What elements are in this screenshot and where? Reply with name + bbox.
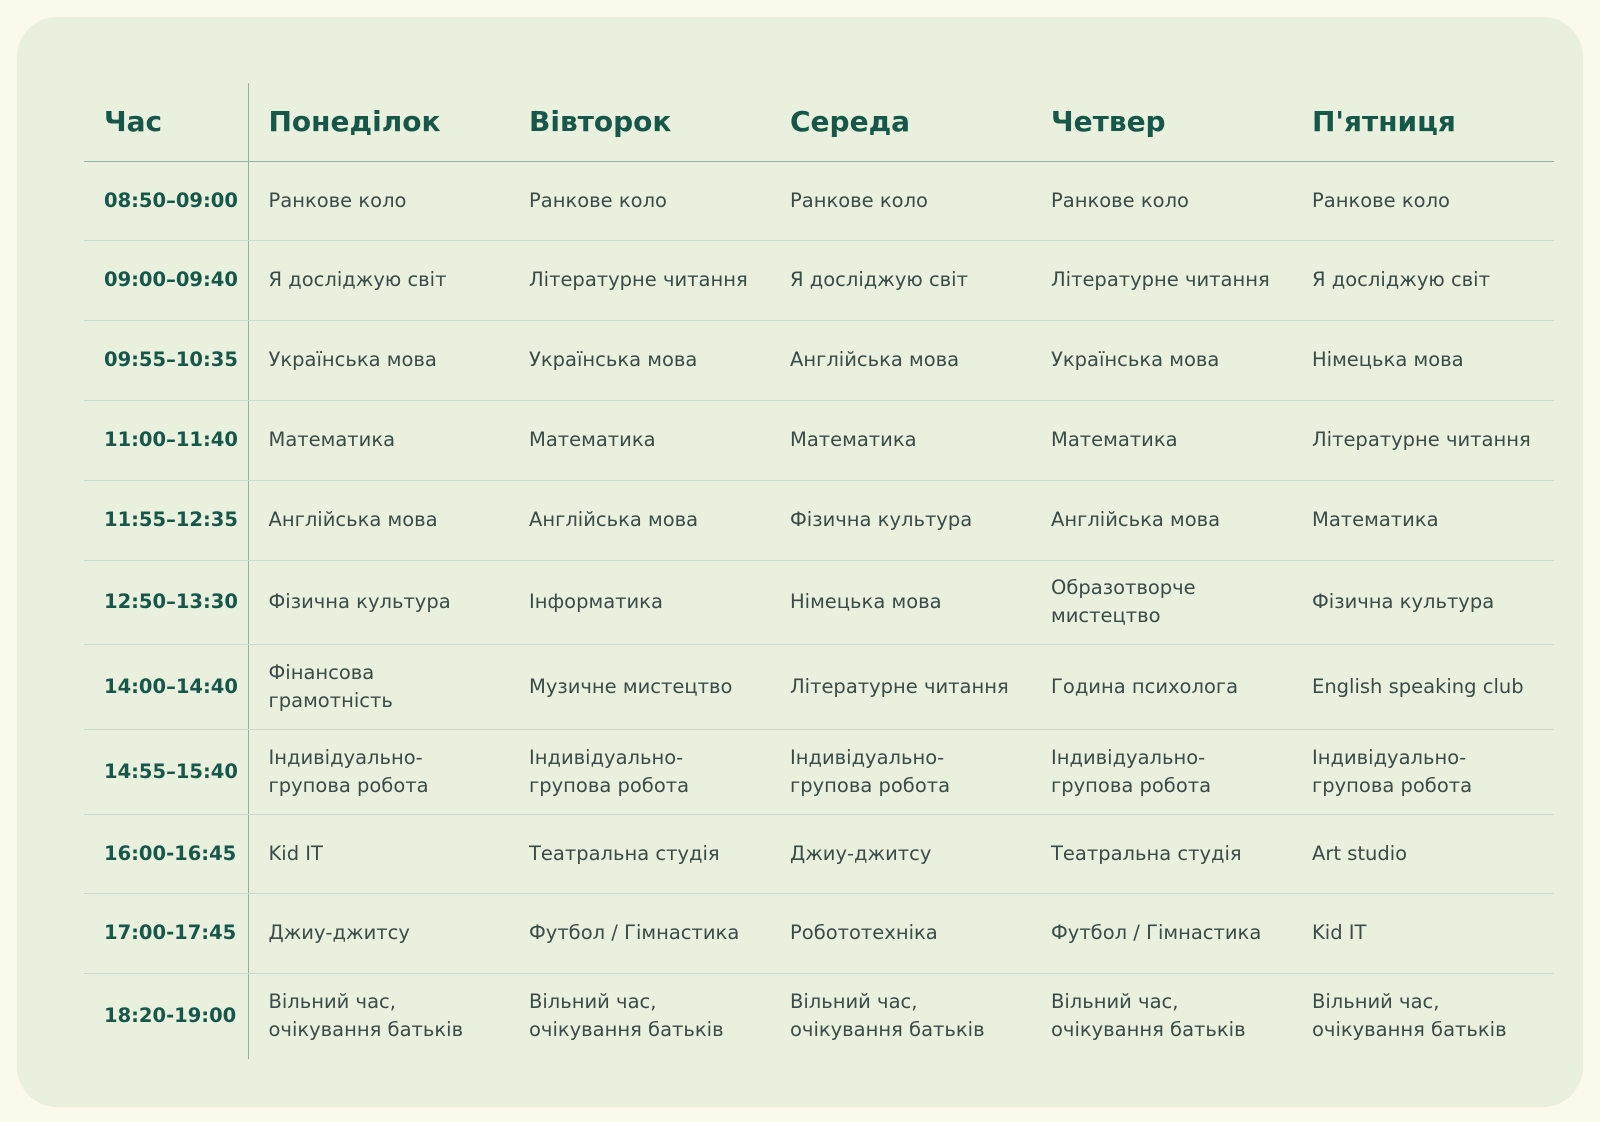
lesson-cell-tuesday: Літературне читання [509, 240, 770, 320]
lesson-cell-thursday: Українська мова [1031, 320, 1292, 400]
time-slot: 14:55–15:40 [84, 729, 248, 814]
time-slot: 16:00-16:45 [84, 814, 248, 893]
day-header-friday: П'ятниця [1292, 83, 1554, 161]
lesson-cell-friday: Фізична культура [1292, 560, 1554, 644]
lesson-cell-wednesday: Робототехніка [770, 893, 1031, 973]
lesson-cell-monday: Індивідуально-групова робота [248, 729, 509, 814]
lesson-cell-thursday: Футбол / Гімнастика [1031, 893, 1292, 973]
lesson-cell-tuesday: Інформатика [509, 560, 770, 644]
schedule-body [84, 161, 1554, 1059]
table-row [84, 161, 1554, 240]
time-slot: 18:20-19:00 [84, 973, 248, 1059]
lesson-cell-friday: Математика [1292, 480, 1554, 560]
lesson-cell-tuesday: Футбол / Гімнастика [509, 893, 770, 973]
day-header-tuesday: Вівторок [509, 83, 770, 161]
lesson-cell-wednesday: Індивідуально-групова робота [770, 729, 1031, 814]
lesson-cell-monday: Вільний час, очікування батьків [268, 990, 464, 1042]
schedule-card [17, 17, 1583, 1107]
lesson-cell-tuesday: Музичне мистецтво [509, 644, 770, 729]
time-slot: 11:00–11:40 [84, 400, 248, 480]
lesson-cell-tuesday: Вільний час, очікування батьків [529, 990, 724, 1042]
lesson-cell-thursday: Індивідуально-групова робота [1031, 729, 1292, 814]
table-row [84, 240, 1554, 320]
time-slot: 11:55–12:35 [84, 480, 248, 560]
lesson-cell-wednesday: Вільний час, очікування батьків [790, 990, 985, 1042]
lesson-cell-friday: Я досліджую світ [1292, 240, 1554, 320]
lesson-cell-wednesday: Джиу-джитсу [770, 814, 1031, 893]
lesson-cell-thursday: Англійська мова [1031, 480, 1292, 560]
day-header-monday: Понеділок [248, 83, 509, 161]
lesson-cell-thursday: Година психолога [1031, 644, 1292, 729]
table-row [84, 644, 1554, 729]
time-slot: 14:00–14:40 [84, 644, 248, 729]
day-header-wednesday: Середа [770, 83, 1031, 161]
table-row [84, 320, 1554, 400]
lesson-cell-thursday: Ранкове коло [1031, 161, 1292, 240]
lesson-cell-friday: Kid IT [1292, 893, 1554, 973]
lesson-cell-tuesday: Математика [509, 400, 770, 480]
time-slot: 09:00–09:40 [84, 240, 248, 320]
lesson-cell-friday: Літературне читання [1292, 400, 1554, 480]
lesson-cell-friday: Art studio [1292, 814, 1554, 893]
lesson-cell-wednesday: Фізична культура [770, 480, 1031, 560]
time-slot: 08:50–09:00 [84, 161, 248, 240]
lesson-cell-wednesday: Літературне читання [770, 644, 1031, 729]
time-slot: 09:55–10:35 [84, 320, 248, 400]
table-row [84, 560, 1554, 644]
lesson-cell-tuesday: Ранкове коло [509, 161, 770, 240]
lesson-cell-monday: Фінансова грамотність [248, 644, 509, 729]
lesson-cell-monday: Фізична культура [248, 560, 509, 644]
lesson-cell-wednesday: Я досліджую світ [770, 240, 1031, 320]
lesson-cell-friday: Вільний час, очікування батьків [1312, 990, 1507, 1042]
lesson-cell-wednesday: Англійська мова [770, 320, 1031, 400]
lesson-cell-thursday: Вільний час, очікування батьків [1051, 990, 1246, 1042]
lesson-cell-monday: Я досліджую світ [248, 240, 509, 320]
lesson-cell-friday: Ранкове коло [1292, 161, 1554, 240]
table-row [84, 973, 1554, 1059]
time-column-header: Час [84, 83, 248, 161]
table-row [84, 480, 1554, 560]
table-row [84, 893, 1554, 973]
header-row [84, 83, 1554, 161]
lesson-cell-tuesday: Українська мова [509, 320, 770, 400]
time-slot: 17:00-17:45 [84, 893, 248, 973]
lesson-cell-thursday: Образотворче мистецтво [1031, 560, 1292, 644]
lesson-cell-monday: Українська мова [248, 320, 509, 400]
lesson-cell-thursday: Театральна студія [1031, 814, 1292, 893]
lesson-cell-monday: Ранкове коло [248, 161, 509, 240]
lesson-cell-monday: Математика [248, 400, 509, 480]
table-row [84, 400, 1554, 480]
table-row [84, 729, 1554, 814]
lesson-cell-thursday: Математика [1031, 400, 1292, 480]
table-row [84, 814, 1554, 893]
time-slot: 12:50–13:30 [84, 560, 248, 644]
lesson-cell-monday: Джиу-джитсу [248, 893, 509, 973]
lesson-cell-wednesday: Німецька мова [770, 560, 1031, 644]
lesson-cell-tuesday: Індивідуально-групова робота [509, 729, 770, 814]
lesson-cell-wednesday: Математика [770, 400, 1031, 480]
lesson-cell-friday: Німецька мова [1292, 320, 1554, 400]
lesson-cell-monday: Kid IT [248, 814, 509, 893]
lesson-cell-wednesday: Ранкове коло [770, 161, 1031, 240]
lesson-cell-friday: English speaking club [1292, 644, 1554, 729]
schedule-table [84, 83, 1554, 1059]
lesson-cell-friday: Індивідуально-групова робота [1292, 729, 1554, 814]
day-header-thursday: Четвер [1031, 83, 1292, 161]
lesson-cell-tuesday: Театральна студія [509, 814, 770, 893]
lesson-cell-tuesday: Англійська мова [509, 480, 770, 560]
lesson-cell-monday: Англійська мова [248, 480, 509, 560]
lesson-cell-thursday: Літературне читання [1031, 240, 1292, 320]
